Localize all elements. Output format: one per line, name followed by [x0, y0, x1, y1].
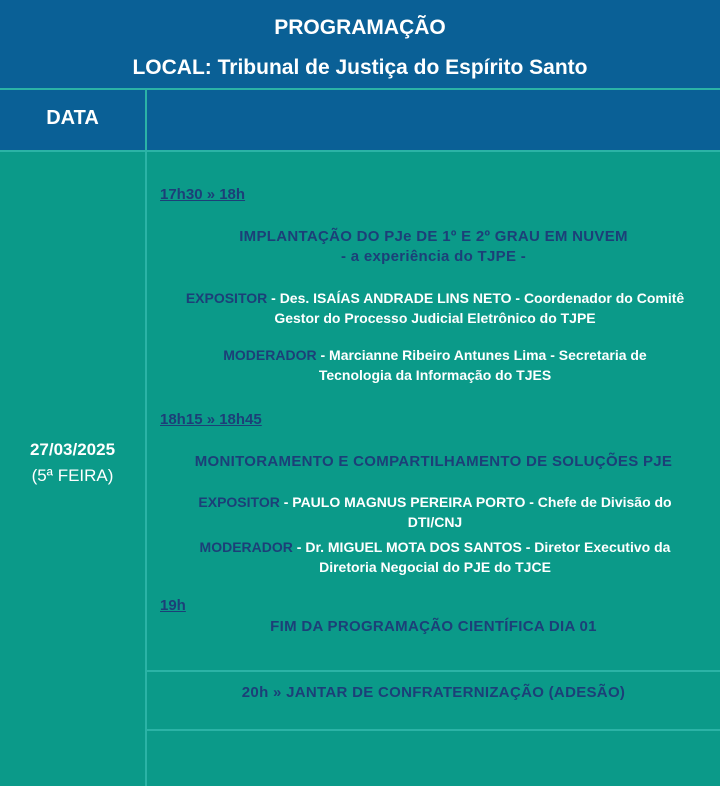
- session-3-time: 19h: [160, 597, 186, 614]
- expositor-role: Gestor do Processo Judicial Eletrônico do TJPE: [274, 310, 596, 326]
- date-cell: [0, 150, 145, 786]
- expositor-role: DTI/CNJ: [407, 514, 463, 530]
- session-2-expositor: [150, 492, 720, 532]
- moderador-role: Tecnologia da Informação do TJES: [318, 367, 552, 383]
- session-1-title: IMPLANTAÇÃO DO PJe DE 1º E 2º GRAU EM NUVEM: [239, 228, 628, 245]
- session-3-title: FIM DA PROGRAMAÇÃO CIENTÍFICA DIA 01: [270, 618, 597, 635]
- moderador-name: - Marcianne Ribeiro Antunes Lima - Secretaria de: [316, 347, 647, 363]
- schedule-header: [0, 0, 720, 90]
- expositor-name: - PAULO MAGNUS PEREIRA PORTO - Chefe de Divisão do: [279, 494, 672, 510]
- dinner-row: 20h » JANTAR DE CONFRATERNIZAÇÃO (ADESÃO): [241, 684, 626, 701]
- date-column-header: DATA: [46, 107, 99, 129]
- moderador-label: MODERADOR: [223, 347, 317, 363]
- moderador-name: - Dr. MIGUEL MOTA DOS SANTOS - Diretor Executivo da: [292, 539, 671, 555]
- column-divider: [145, 90, 147, 786]
- moderador-role: Diretoria Negocial do PJE do TJCE: [319, 559, 551, 575]
- expositor-label: EXPOSITOR: [185, 290, 268, 306]
- session-2-title: MONITORAMENTO E COMPARTILHAMENTO DE SOLUÇÕES PJE: [194, 453, 673, 470]
- schedule-title: PROGRAMAÇÃO: [274, 16, 446, 39]
- column-header-row: [0, 90, 720, 150]
- moderador-label: MODERADOR: [199, 539, 293, 555]
- session-1-expositor: [150, 288, 720, 328]
- expositor-label: EXPOSITOR: [198, 494, 280, 510]
- expositor-name: - Des. ISAÍAS ANDRADE LINS NETO - Coordenador do Comitê: [267, 290, 685, 306]
- session-2-time: 18h15 » 18h45: [160, 411, 262, 428]
- session-1-subtitle: - a experiência do TJPE -: [340, 248, 527, 265]
- session-1-moderador: [150, 345, 720, 385]
- event-weekday: (5ª FEIRA): [31, 466, 114, 485]
- row-divider: [147, 670, 720, 672]
- location-title: LOCAL: Tribunal de Justiça do Espírito Santo: [132, 56, 588, 79]
- session-1-time: 17h30 » 18h: [160, 186, 246, 203]
- event-date: 27/03/2025: [29, 440, 116, 459]
- session-2-moderador: [150, 537, 720, 577]
- row-divider: [147, 729, 720, 731]
